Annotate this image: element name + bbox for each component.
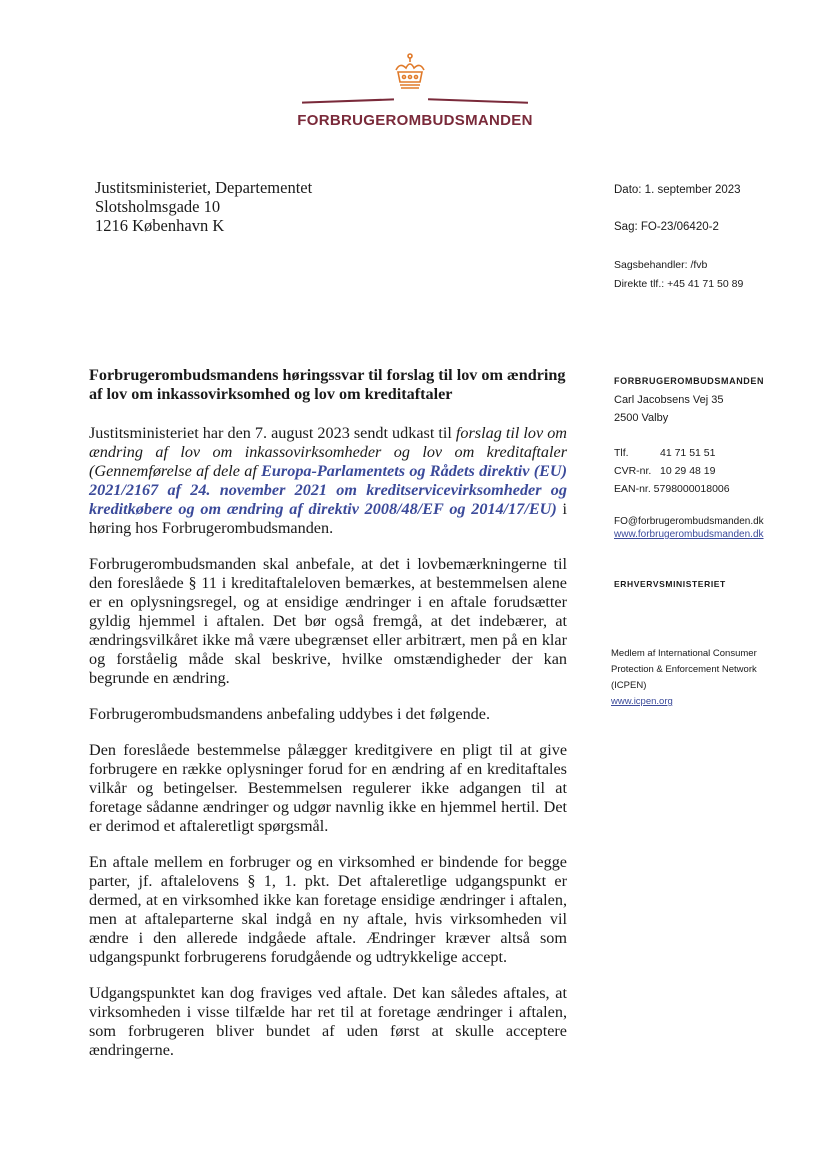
cvr-label: CVR-nr. <box>614 465 652 477</box>
sidebar-cvr <box>614 462 730 480</box>
sidebar-ean: EAN-nr. 5798000018006 <box>614 483 730 495</box>
sidebar-icpen <box>611 646 791 710</box>
recipient-line-2: Slotsholmsgade 10 <box>95 197 221 216</box>
icpen-line-1: Medlem af International Consumer <box>611 648 757 659</box>
direct-phone: Direkte tlf.: +45 41 71 50 89 <box>614 278 744 290</box>
logo-rule-right <box>428 98 528 103</box>
cvr-value: 10 29 48 19 <box>660 465 716 477</box>
date-line: Dato: 1. september 2023 <box>614 184 741 196</box>
recipient-address <box>95 178 312 235</box>
phone-value: 41 71 51 51 <box>660 447 716 459</box>
recipient-line-3: 1216 København K <box>95 216 225 235</box>
crown-icon <box>392 52 428 96</box>
paragraph-3: Forbrugerombudsmandens anbefaling uddybes i det følgende. <box>89 705 490 723</box>
logo-rule-left <box>302 98 394 103</box>
p1-ending: i høring hos Forbrugerombudsmanden. <box>89 500 568 537</box>
letter-heading: Forbrugerombudsmandens høringssvar til forslag til lov om ændring af lov om inkassovirksomhed og lov om kreditaftaler <box>89 366 566 403</box>
recipient-line-1: Justitsministeriet, Departementet <box>95 178 313 197</box>
paragraph-6: Udgangspunktet kan dog fraviges ved aftale. Det kan således aftales, at virksomheden i visse tilfælde har ret til at foretage ændringer i aftalen, som forbrugeren bliver bundet af uden først at skulle acceptere ændringerne. <box>89 984 567 1059</box>
sidebar-address <box>614 391 723 427</box>
icpen-link[interactable]: www.icpen.org <box>611 696 673 707</box>
sidebar-web-contacts <box>614 515 764 541</box>
icpen-line-2: Protection & Enforcement Network <box>611 664 757 675</box>
sidebar-phone <box>614 444 730 462</box>
sidebar-ministry: ERHVERVSMINISTERIET <box>614 579 726 589</box>
p1-intro: Justitsministeriet har den 7. august 2023 sendt udkast til <box>89 424 456 442</box>
case-number: Sag: FO-23/06420-2 <box>614 221 719 233</box>
icpen-line-3: (ICPEN) <box>611 680 647 691</box>
sidebar-website-link[interactable]: www.forbrugerombudsmanden.dk <box>614 529 764 540</box>
sidebar-street: Carl Jacobsens Vej 35 <box>614 394 724 406</box>
sidebar-city: 2500 Valby <box>614 412 669 424</box>
sidebar-email[interactable]: FO@forbrugerombudsmanden.dk <box>614 516 764 527</box>
paragraph-2: Forbrugerombudsmanden skal anbefale, at det i lovbemærkningerne til den foreslåede § 11 i kreditaftaleloven bemærkes, at bestemmelsen alene er en oplysningsregel, og at ensidige ændringer i en aftale forudsætter gyldig hjemmel i aftalen. Det bør også fremgå, at det indebærer, at ændringsvilkåret ikke må være ubegrænset eller arbitrært, men på en klar og forståelig måde skal beskrive, hvilke omstændigheder der kan begrunde en ændring. <box>89 555 567 687</box>
letterhead-logo <box>280 52 550 136</box>
brand-name: FORBRUGEROMBUDSMANDEN <box>297 112 533 129</box>
paragraph-5: En aftale mellem en forbruger og en virksomhed er bindende for begge parter, jf. aftalelovens § 1, 1. pkt. Det aftaleretlige udgangspunkt er dermed, at en virksomhed ikke kan foretage ensidige ændringer i aftalen, men at aftaleparterne skal indgå en ny aftale, hvis virksomheden vil ændre i den allerede indgåede aftale. Ændringer kræver altså som udgangspunkt forbrugerens forudgående og udtrykkelige accept. <box>89 853 567 966</box>
paragraph-1 <box>89 424 567 538</box>
case-handler: Sagsbehandler: /fvb <box>614 259 708 271</box>
p1-bill-title: forslag til lov om ændring af lov om inkassovirksomheder og lov om kreditaftaler (Gennemførelse af dele af <box>89 424 567 480</box>
p1-directive-title: Europa-Parlamentets og Rådets direktiv (EU) 2021/2167 af 24. november 2021 om kreditservicevirksomheder og kreditkøbere og om ændring af direktiv 2008/48/EF og 2014/17/EU) <box>89 462 567 518</box>
phone-label: Tlf. <box>614 447 629 459</box>
sidebar-contacts <box>614 444 730 498</box>
paragraph-4: Den foreslåede bestemmelse pålægger kreditgivere en pligt til at give forbrugere en række oplysninger forud for en ændring af en kreditaftales vilkår og betingelser. Bestemmelsen regulerer ikke adgangen til at foretage sådanne ændringer og udgør navnlig ikke en hjemmel hertil. Det er derimod et aftaleretligt spørgsmål. <box>89 741 567 835</box>
sidebar-org-name: FORBRUGEROMBUDSMANDEN <box>614 376 765 386</box>
letter-body <box>89 366 567 1077</box>
